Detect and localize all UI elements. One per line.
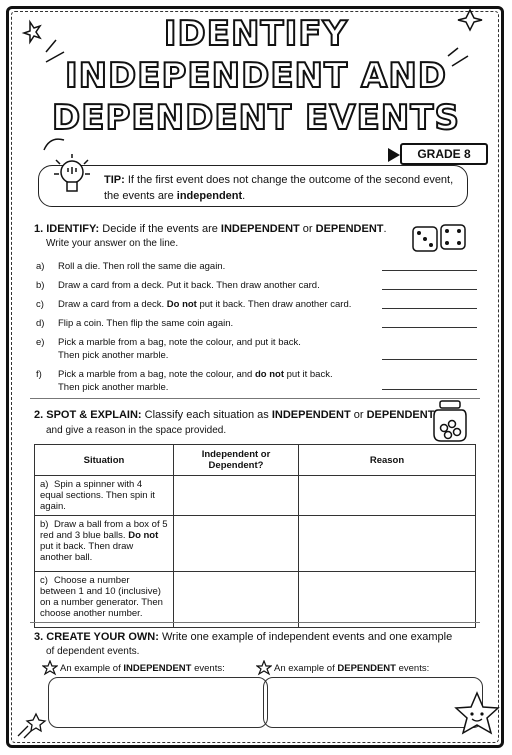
- question-e: e) Pick a marble from a bag, note the colour, and put it back. Then pick another marble.: [36, 337, 301, 361]
- header-independent-dependent: Independent or Dependent?: [174, 445, 299, 476]
- answer-line-a[interactable]: [382, 270, 477, 271]
- smiling-star-icon: [452, 690, 502, 740]
- table-row: a) Spin a spinner with 4 equal sections. Then spin it again.: [35, 476, 476, 516]
- marble-jar-icon: [430, 398, 470, 444]
- answer-line-e[interactable]: [382, 359, 477, 360]
- answer-cell[interactable]: [174, 476, 299, 516]
- answer-line-b[interactable]: [382, 289, 477, 290]
- section-2-title: 2. SPOT & EXPLAIN: Classify each situation as INDEPENDENT or DEPENDENT: [34, 409, 435, 421]
- tip-text: TIP: If the first event does not change the outcome of the second event, the events are independent.: [104, 174, 454, 202]
- answer-cell[interactable]: [174, 572, 299, 628]
- reason-cell[interactable]: [299, 572, 476, 628]
- star-icon: [42, 660, 58, 676]
- answer-line-d[interactable]: [382, 327, 477, 328]
- reason-cell[interactable]: [299, 476, 476, 516]
- section-3-sub: of dependent events.: [46, 646, 140, 657]
- section-3-title: 3. CREATE YOUR OWN: Write one example of independent events and one example: [34, 631, 453, 643]
- independent-example-label: An example of INDEPENDENT events:: [60, 663, 225, 674]
- answer-line-f[interactable]: [382, 389, 477, 390]
- title-line-1: IDENTIFY: [163, 14, 349, 54]
- table-row: b) Draw a ball from a box of 5 red and 3 blue balls. Do not put it back. Then draw another ball.: [35, 516, 476, 572]
- dice-icon: [410, 222, 470, 254]
- question-f: f) Pick a marble from a bag, note the colour, and do not put it back. Then pick another marble.: [36, 369, 333, 393]
- section-1-sub: Write your answer on the line.: [46, 238, 179, 249]
- independent-example-box[interactable]: [48, 677, 268, 728]
- star-icon: [256, 660, 272, 676]
- divider: [30, 622, 480, 623]
- tip-label: TIP:: [104, 174, 125, 186]
- dependent-example-box[interactable]: [263, 677, 483, 728]
- answer-cell[interactable]: [174, 516, 299, 572]
- question-b: b) Draw a card from a deck. Put it back. Then draw another card.: [36, 280, 320, 291]
- table-row: c) Choose a number between 1 and 10 (inclusive) on a number generator. Then choose another number.: [35, 572, 476, 628]
- grade-badge: GRADE 8: [400, 143, 488, 165]
- title-line-3: DEPENDENT EVENTS: [52, 98, 460, 138]
- section-2-sub: and give a reason in the space provided.: [46, 425, 227, 436]
- question-d: d) Flip a coin. Then flip the same coin again.: [36, 318, 234, 329]
- shooting-star-icon: [14, 700, 54, 740]
- title-line-2: INDEPENDENT AND: [64, 56, 448, 96]
- header-situation: Situation: [35, 445, 174, 476]
- section-1-title: 1. IDENTIFY: Decide if the events are INDEPENDENT or DEPENDENT.: [34, 223, 387, 235]
- question-c: c) Draw a card from a deck. Do not put it back. Then draw another card.: [36, 299, 352, 310]
- question-a: a) Roll a die. Then roll the same die again.: [36, 261, 226, 272]
- answer-line-c[interactable]: [382, 308, 477, 309]
- header-reason: Reason: [299, 445, 476, 476]
- lightbulb-icon: [52, 152, 92, 202]
- dependent-example-label: An example of DEPENDENT events:: [274, 663, 430, 674]
- divider: [30, 398, 480, 399]
- classification-table: [34, 444, 476, 628]
- reason-cell[interactable]: [299, 516, 476, 572]
